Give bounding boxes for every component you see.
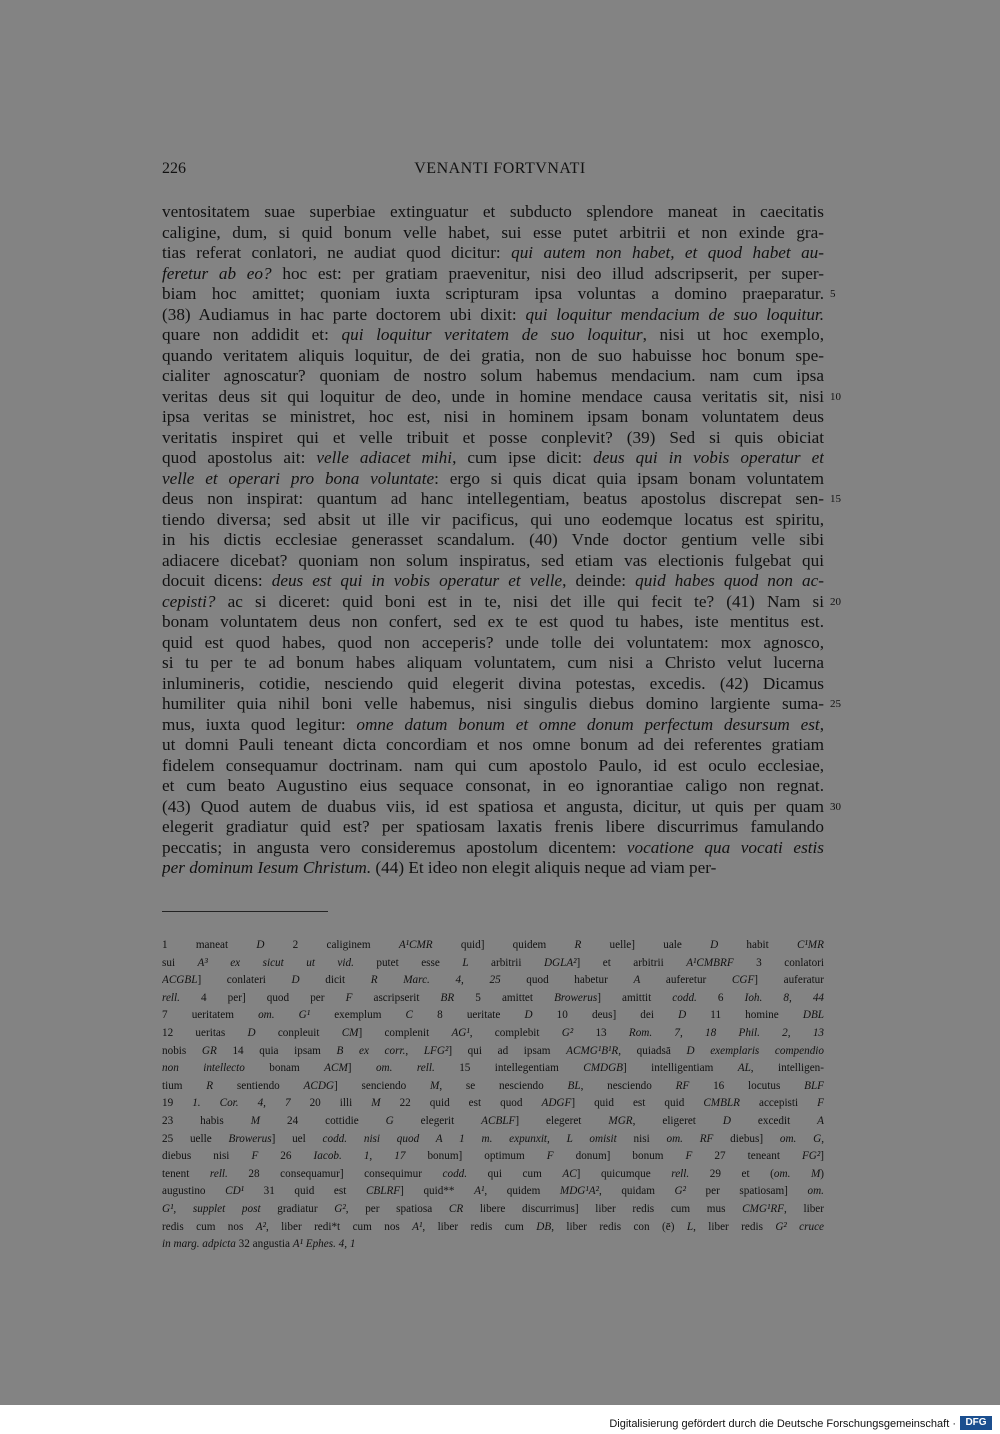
critical-apparatus [162, 937, 824, 1254]
text-line: peccatis; in angusta vero consideremus apostolum dicentem: vocatione qua vocati estis [162, 837, 824, 857]
apparatus-line: 23 habis M 24 cottidie G elegerit ACBLF] elegeret MGR, eligeret D excedit A [162, 1114, 824, 1127]
text-line: cialiter agnoscatur? quoniam de nostro solum habemus mendacium. nam cum ipsa [162, 366, 824, 385]
text-line: per dominum Iesum Christum. (44) Et ideo non elegit aliquis neque ad viam per- [162, 858, 717, 877]
apparatus-line: non intellecto bonam ACM] om. rell. 15 intellegentiam CMDGB] intelligentiam AL, intelligen- [162, 1062, 824, 1075]
text-line: caligine, dum, si quid bonum velle habet, sui esse putet arbitrii et non exinde gra- [162, 222, 824, 242]
text-line: quid est quod habes, quod non acceperis? unde tolle dei voluntatem: mox agnosco, [162, 632, 824, 652]
dfg-logo-icon: DFG [960, 1416, 992, 1430]
text-line: si tu per te ad bonum habes aliquam voluntatem, cum nisi a Christo velut lucerna [162, 653, 824, 672]
funding-credit: Digitalisierung gefördert durch die Deutsche Forschungsgemeinschaft · [609, 1418, 956, 1430]
apparatus-line: tenent rell. 28 consequamur] consequimur codd. qui cum AC] quicumque rell. 29 et (om. M) [162, 1167, 824, 1180]
page-number: 226 [162, 160, 186, 177]
line-number: 20 [830, 595, 841, 608]
text-line: ventositatem suae superbiae extinguatur et subducto splendore maneat in caecitatis [162, 202, 824, 221]
text-line: velle et operari pro bona voluntate: ergo si quis dicat quia ipsam bonam voluntatem [162, 468, 824, 488]
line-number: 25 [830, 698, 841, 710]
footnote-rule [162, 911, 328, 912]
running-head: VENANTI FORTVNATI [414, 160, 586, 177]
text-line: biam hoc amittet; quoniam iuxta scripturam ipsa voluntas a domino praeparatur. [162, 284, 824, 303]
apparatus-line: rell. 4 per] quod per F ascripserit BR 5 amittet Browerus] amittit codd. 6 Ioh. 8, 44 [162, 991, 824, 1004]
text-line: inlumineris, cotidie, nesciendo quid elegerit divina potestas, excedis. (42) Dicamus [162, 673, 824, 693]
text-line: cepisti? ac si diceret: quid boni est in te, nisi det ille qui fecit te? (41) Nam si [162, 591, 824, 611]
apparatus-line: augustino CD¹ 31 quid est CBLRF] quid** A¹, quidem MDG¹A², quidam G² per spatiosam] om. [162, 1185, 824, 1198]
text-line: ipsa veritas se ministret, hoc est, nisi in hominem ipsam bonam voluntatem deus [162, 407, 824, 426]
text-line: tias referat conlatori, ne audiat quod dicitur: qui autem non habet, et quod habet au- [162, 243, 824, 262]
text-line: et cum beato Augustino eius sequace consonat, in eo ignorantiae caligo non regnat. [162, 776, 824, 795]
text-line: veritatis inspiret qui et velle tribuit et posse conplevit? (39) Sed si quis obiciat [162, 427, 824, 447]
apparatus-line: 7 ueritatem om. G¹ exemplum C 8 ueritate D 10 deus] dei D 11 homine DBL [162, 1009, 824, 1022]
text-line: quod apostolus ait: velle adiacet mihi, cum ipse dicit: deus qui in vobis operatur et [162, 448, 824, 467]
text-line: quando veritatem aliquis loquitur, de dei gratia, non de suo habuisse hoc bonum spe- [162, 345, 824, 365]
text-line: deus non inspirat: quantum ad hanc intellegentiam, beatus apostolus discrepat sen- [162, 489, 824, 508]
text-line: feretur ab eo? hoc est: per gratiam praevenitur, nisi deo illud adscripserit, per super- [162, 263, 824, 283]
apparatus-line: G¹, supplet post gradiatur G², per spatiosa CR libere discurrimus] liber redis cum mus CMG¹RF, liber [162, 1202, 824, 1215]
text-line: (43) Quod autem de duabus viis, id est spatiosa et angusta, dicitur, ut quis per quam [162, 796, 824, 816]
text-line: veritas deus sit qui loquitur de deo, unde in homine mendace causa veritatis sit, nisi [162, 386, 824, 406]
apparatus-line: 19 1. Cor. 4, 7 20 illi M 22 quid est quod ADGF] quid est quid CMBLR accepisti F [162, 1097, 824, 1110]
line-number: 5 [830, 288, 836, 300]
text-line: (38) Audiamus in hac parte doctorem ubi dixit: qui loquitur mendacium de suo loquitur. [162, 304, 824, 324]
text-line: bonam voluntatem deus non confert, sed ex te est quod tu habes, iste mentitus est. [162, 612, 824, 631]
apparatus-line: in marg. adpicta 32 angustia A¹ Ephes. 4, 1 [162, 1238, 356, 1251]
apparatus-line: tium R sentiendo ACDG] senciendo M, se nesciendo BL, nesciendo RF 16 locutus BLF [162, 1079, 824, 1092]
text-line: humiliter quia nihil boni velle habemus, nisi singulis diebus domino largiente suma- [162, 694, 824, 713]
text-line: elegerit gradiatur quid est? per spatiosam laxatis frenis libere discurrimus famulando [162, 817, 824, 836]
apparatus-line: diebus nisi F 26 Iacob. 1, 17 bonum] optimum F donum] bonum F 27 teneant FG²] [162, 1150, 824, 1163]
line-number: 30 [830, 800, 841, 813]
apparatus-line: sui A³ ex sicut ut vid. putet esse L arbitrii DGLA²] et arbitrii A¹CMBRF 3 conlatori [162, 956, 824, 969]
text-line: mus, iuxta quod legitur: omne datum bonum et omne donum perfectum desursum est, [162, 714, 824, 734]
text-line: tiendo diversa; sed absit ut ille vir pacificus, qui uno eodemque locatus est spiritu, [162, 509, 824, 529]
apparatus-line: redis cum nos A², liber redi*t cum nos A¹, liber redis cum DB, liber redis con (ē) L, liber redis G² cruce [162, 1220, 824, 1233]
apparatus-line: nobis GR 14 quia ipsam B ex corr., LFG²] qui ad ipsam ACMG¹B¹R, quiadsā D exemplaris compendio [162, 1044, 824, 1057]
text-line: docuit dicens: deus est qui in vobis operatur et velle, deinde: quid habes quod non ac- [162, 571, 824, 590]
apparatus-line: ACGBL] conlateri D dicit R Marc. 4, 25 quod habetur A auferetur CGF] auferatur [162, 974, 824, 987]
text-line: ut domni Pauli teneant dicta concordiam et nos omne bonum ad dei referentes gratiam [162, 735, 824, 754]
text-line: in his dictis ecclesiae generasset scandalum. (40) Vnde doctor gentium velle sibi [162, 530, 824, 549]
main-text-block [162, 202, 824, 879]
text-line: fidelem consequamur doctrinam. nam qui cum apostolo Paulo, id est oculo ecclesiae, [162, 755, 824, 775]
apparatus-line: 1 maneat D 2 caliginem A¹CMR quid] quidem R uelle] uale D habit C¹MR [162, 939, 824, 951]
line-number: 15 [830, 493, 841, 505]
apparatus-line: 12 ueritas D conpleuit CM] complenit AG¹, complebit G² 13 Rom. 7, 18 Phil. 2, 13 [162, 1026, 824, 1039]
apparatus-line: 25 uelle Browerus] uel codd. nisi quod A 1 m. expunxit, L omisit nisi om. RF diebus] om. G, [162, 1132, 824, 1145]
text-line: quare non addidit et: qui loquitur veritatem de suo loquitur, nisi ut hoc exemplo, [162, 325, 824, 344]
line-number: 10 [830, 390, 841, 403]
text-line: adiacere dicebat? quoniam non solum inspiratus, sed etiam vas electionis fulgebat qui [162, 550, 824, 570]
